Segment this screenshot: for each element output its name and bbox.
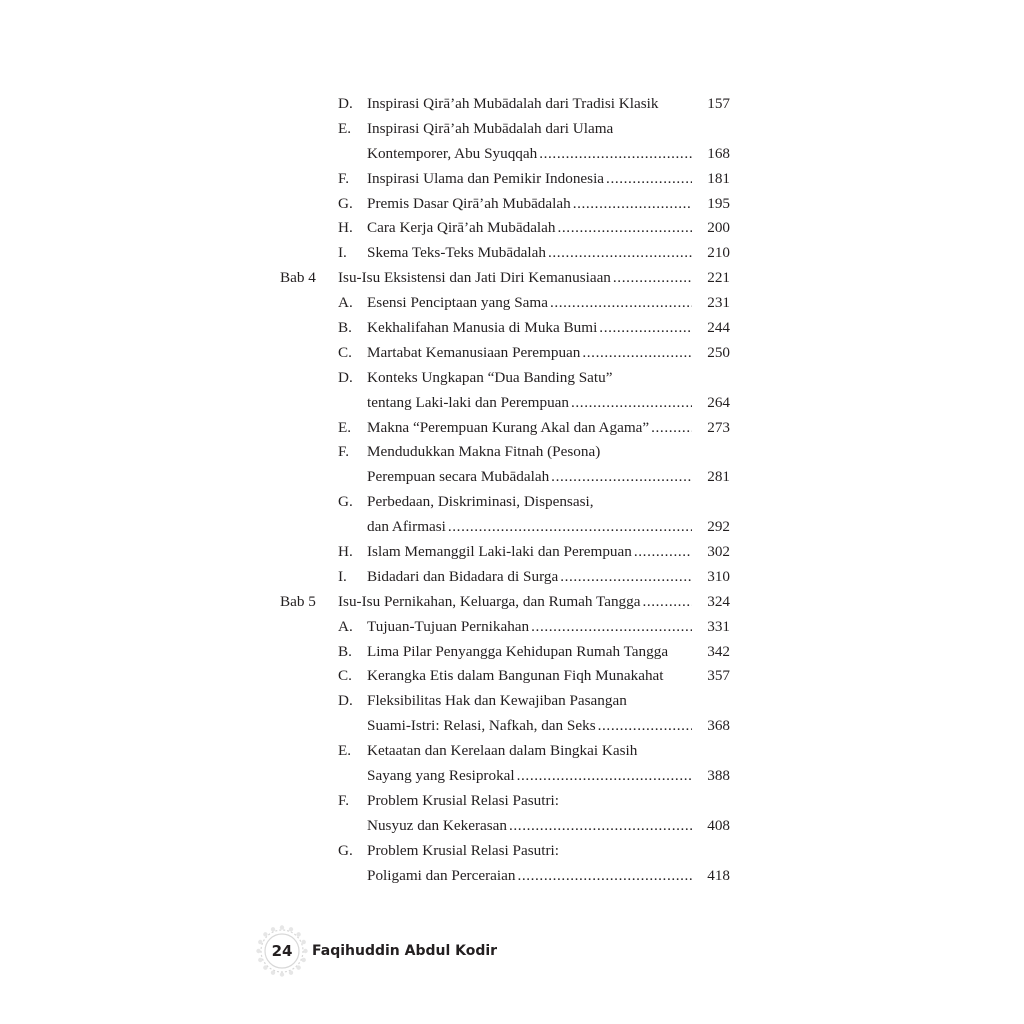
toc-page-number: 195 bbox=[707, 194, 730, 212]
toc-chapter-label: Bab 4 bbox=[280, 269, 316, 287]
toc-entry-title: Perbedaan, Diskriminasi, Dispensasi, bbox=[367, 493, 594, 511]
dot-leader bbox=[596, 714, 692, 739]
toc-entry-title-line bbox=[367, 764, 692, 789]
toc-entry-row bbox=[280, 764, 730, 789]
dot-leader bbox=[569, 391, 692, 416]
dot-leader bbox=[537, 142, 692, 167]
toc-entry-title: Kontemporer, Abu Syuqqah bbox=[367, 144, 538, 162]
page-number: 24 bbox=[271, 942, 293, 960]
toc-entry-title: Inspirasi Qirā’ah Mubādalah dari Tradisi Klasik bbox=[367, 95, 659, 112]
dot-leader bbox=[507, 814, 692, 839]
toc-chapter-label: Bab 5 bbox=[280, 592, 316, 610]
toc-entry-title-line bbox=[338, 266, 692, 291]
toc-entry-row bbox=[280, 167, 730, 192]
toc-entry-row bbox=[280, 814, 730, 839]
toc-entry-title-line bbox=[367, 291, 692, 316]
toc-entry-row bbox=[280, 92, 730, 117]
toc-entry-title-line bbox=[367, 142, 692, 167]
toc-entry-title: Tujuan-Tujuan Pernikahan bbox=[367, 617, 530, 635]
dot-leader bbox=[515, 764, 692, 789]
toc-page-number: 388 bbox=[707, 767, 730, 785]
toc-entry-title-line bbox=[367, 864, 692, 889]
toc-page-number: 210 bbox=[707, 244, 730, 262]
dot-leader bbox=[446, 515, 692, 540]
toc-entry-row bbox=[280, 117, 730, 142]
toc-entry-row bbox=[280, 640, 730, 665]
dot-leader bbox=[548, 291, 692, 316]
toc-entry-title: Cara Kerja Qirā’ah Mubādalah bbox=[367, 219, 556, 237]
toc-page-number: 342 bbox=[707, 642, 730, 660]
toc-entry-row bbox=[280, 192, 730, 217]
toc-entry-row bbox=[280, 839, 730, 864]
toc-entry-row bbox=[280, 789, 730, 814]
toc-entry-title-line bbox=[367, 366, 730, 391]
dot-leader bbox=[556, 216, 693, 241]
toc-entry-title-line bbox=[367, 241, 692, 266]
toc-entry-row bbox=[280, 440, 730, 465]
toc-entry-title: Islam Memanggil Laki-laki dan Perempuan bbox=[367, 543, 632, 561]
toc-entry-title: Lima Pilar Penyangga Kehidupan Rumah Tangga bbox=[367, 642, 669, 660]
toc-entry-title: tentang Laki-laki dan Perempuan bbox=[367, 393, 570, 411]
toc-entry-title-line bbox=[367, 316, 692, 341]
toc-entry-title-line bbox=[367, 440, 730, 465]
dot-leader bbox=[580, 341, 692, 366]
toc-page-number: 231 bbox=[707, 294, 730, 312]
toc-entry-title: Isu-Isu Pernikahan, Keluarga, dan Rumah Tangga bbox=[338, 592, 641, 610]
toc-entry-letter: E. bbox=[338, 119, 352, 137]
dot-leader bbox=[597, 316, 692, 341]
dot-leader bbox=[571, 192, 692, 217]
toc-page-number: 157 bbox=[707, 95, 730, 112]
toc-page-number: 244 bbox=[707, 319, 730, 337]
toc-page-number: 302 bbox=[707, 543, 730, 561]
toc-entry-title: Isu-Isu Eksistensi dan Jati Diri Kemanusiaan bbox=[338, 269, 611, 287]
toc-entry-letter: A. bbox=[338, 617, 353, 635]
toc-entry-letter: I. bbox=[338, 244, 347, 262]
toc-entry-title-line bbox=[367, 117, 730, 142]
toc-entry-title: Kekhalifahan Manusia di Muka Bumi bbox=[367, 319, 598, 337]
page-footer bbox=[256, 925, 497, 977]
toc-entry-letter: C. bbox=[338, 343, 352, 361]
toc-entry-title: Premis Dasar Qirā’ah Mubādalah bbox=[367, 194, 571, 212]
toc-entry-letter: G. bbox=[338, 493, 353, 511]
toc-entry-letter: G. bbox=[338, 841, 353, 859]
toc-entry-title: Nusyuz dan Kekerasan bbox=[367, 816, 508, 834]
toc-page-number: 181 bbox=[707, 169, 730, 187]
toc-entry-title-line bbox=[367, 714, 692, 739]
toc-entry-letter: C. bbox=[338, 667, 352, 685]
toc-entry-title: Problem Krusial Relasi Pasutri: bbox=[367, 841, 559, 859]
toc-entry-row bbox=[280, 416, 730, 441]
toc-entry-row bbox=[280, 241, 730, 266]
dot-leader bbox=[546, 241, 692, 266]
toc-page-number: 264 bbox=[707, 393, 730, 411]
table-of-contents bbox=[280, 92, 730, 889]
toc-entry-title: dan Afirmasi bbox=[367, 518, 446, 536]
toc-entry-row bbox=[280, 316, 730, 341]
toc-entry-title: Perempuan secara Mubādalah bbox=[367, 468, 550, 486]
toc-page-number: 250 bbox=[707, 343, 730, 361]
toc-page-number: 292 bbox=[707, 518, 730, 536]
toc-entry-title: Problem Krusial Relasi Pasutri: bbox=[367, 791, 559, 809]
toc-page-number: 221 bbox=[707, 269, 730, 287]
toc-entry-title-line bbox=[367, 216, 692, 241]
toc-entry-title: Kerangka Etis dalam Bangunan Fiqh Munakahat bbox=[367, 667, 664, 685]
toc-entry-title: Mendudukkan Makna Fitnah (Pesona) bbox=[367, 443, 601, 461]
toc-entry-row bbox=[280, 366, 730, 391]
running-footer-author: Faqihuddin Abdul Kodir bbox=[312, 943, 498, 959]
toc-page-number: 368 bbox=[707, 717, 730, 735]
toc-entry-title-line bbox=[367, 192, 692, 217]
toc-entry-letter: F. bbox=[338, 443, 350, 461]
dot-leader bbox=[604, 167, 692, 192]
toc-entry-title: Sayang yang Resiprokal bbox=[367, 767, 515, 785]
dot-leader bbox=[529, 615, 692, 640]
toc-page-number: 281 bbox=[707, 468, 730, 486]
toc-page-number: 331 bbox=[707, 617, 730, 635]
toc-entry-letter: E. bbox=[338, 418, 352, 436]
toc-entry-title: Konteks Ungkapan “Dua Banding Satu” bbox=[367, 368, 613, 386]
toc-entry-row bbox=[280, 291, 730, 316]
toc-entry-title-line bbox=[367, 789, 730, 814]
toc-entry-title-line bbox=[367, 540, 692, 565]
toc-entry-title-line bbox=[367, 689, 730, 714]
toc-page-number: 200 bbox=[707, 219, 730, 237]
toc-chapter-row bbox=[280, 266, 730, 291]
toc-page-number: 324 bbox=[707, 592, 730, 610]
toc-page-number: 310 bbox=[707, 567, 730, 585]
toc-entry-row bbox=[280, 540, 730, 565]
toc-entry-title: Suami-Istri: Relasi, Nafkah, dan Seks bbox=[367, 717, 596, 735]
toc-entry-title-line bbox=[367, 465, 692, 490]
toc-entry-row bbox=[280, 714, 730, 739]
toc-entry-title-line bbox=[338, 590, 692, 615]
toc-entry-letter: A. bbox=[338, 294, 353, 312]
toc-entry-title-line bbox=[367, 92, 730, 117]
toc-entry-letter: E. bbox=[338, 742, 352, 760]
toc-entry-row bbox=[280, 142, 730, 167]
toc-entry-row bbox=[280, 216, 730, 241]
toc-entry-letter: D. bbox=[338, 368, 353, 386]
toc-entry-row bbox=[280, 515, 730, 540]
toc-entry-letter: F. bbox=[338, 169, 350, 187]
toc-entry-title: Makna “Perempuan Kurang Akal dan Agama” bbox=[367, 418, 650, 436]
toc-entry-row bbox=[280, 565, 730, 590]
toc-entry-row bbox=[280, 341, 730, 366]
toc-entry-letter: I. bbox=[338, 567, 347, 585]
toc-entry-row bbox=[280, 615, 730, 640]
dot-leader bbox=[611, 266, 692, 291]
toc-page-number: 418 bbox=[707, 866, 730, 884]
toc-entry-title-line bbox=[367, 739, 730, 764]
toc-entry-title-line bbox=[367, 416, 692, 441]
toc-entry-letter: H. bbox=[338, 219, 353, 237]
dot-leader bbox=[649, 416, 692, 441]
toc-entry-title-line bbox=[367, 341, 692, 366]
toc-entry-title: Esensi Penciptaan yang Sama bbox=[367, 294, 548, 312]
toc-entry-title: Fleksibilitas Hak dan Kewajiban Pasangan bbox=[367, 692, 627, 710]
toc-entry-title-line bbox=[367, 490, 730, 515]
toc-entry-title-line bbox=[367, 615, 692, 640]
toc-entry-letter: D. bbox=[338, 95, 353, 112]
toc-entry-row bbox=[280, 490, 730, 515]
toc-entry-title-line bbox=[367, 640, 730, 665]
dot-leader bbox=[558, 565, 692, 590]
toc-entry-title: Inspirasi Ulama dan Pemikir Indonesia bbox=[367, 169, 605, 187]
toc-page-number: 273 bbox=[707, 418, 730, 436]
toc-entry-row bbox=[280, 864, 730, 889]
toc-entry-row bbox=[280, 391, 730, 416]
toc-entry-row bbox=[280, 465, 730, 490]
toc-entry-title-line bbox=[367, 814, 692, 839]
toc-entry-title-line bbox=[367, 839, 730, 864]
toc-entry-title-line bbox=[367, 167, 692, 192]
toc-page-number: 168 bbox=[707, 144, 730, 162]
toc-page-number: 357 bbox=[707, 667, 730, 685]
toc-entry-title: Inspirasi Qirā’ah Mubādalah dari Ulama bbox=[367, 119, 614, 137]
toc-entry-letter: D. bbox=[338, 692, 353, 710]
toc-entry-title: Bidadari dan Bidadara di Surga bbox=[367, 567, 559, 585]
toc-entry-letter: B. bbox=[338, 642, 352, 660]
dot-leader bbox=[632, 540, 692, 565]
toc-entry-title-line bbox=[367, 391, 692, 416]
toc-entry-title: Skema Teks-Teks Mubādalah bbox=[367, 244, 546, 262]
toc-page-number: 408 bbox=[707, 816, 730, 834]
toc-entry-letter: B. bbox=[338, 319, 352, 337]
toc-entry-title: Martabat Kemanusiaan Perempuan bbox=[367, 343, 581, 361]
toc-entry-letter: G. bbox=[338, 194, 353, 212]
toc-entry-title-line bbox=[367, 515, 692, 540]
toc-entry-row bbox=[280, 739, 730, 764]
toc-entry-letter: F. bbox=[338, 791, 350, 809]
page-number-ornament bbox=[256, 925, 308, 977]
toc-chapter-row bbox=[280, 590, 730, 615]
toc-entry-title-line bbox=[367, 565, 692, 590]
dot-leader bbox=[549, 465, 692, 490]
toc-entry-row bbox=[280, 689, 730, 714]
toc-entry-letter: H. bbox=[338, 543, 353, 561]
dot-leader bbox=[640, 590, 692, 615]
toc-entry-title: Poligami dan Perceraian bbox=[367, 866, 516, 884]
toc-entry-title-line bbox=[367, 664, 730, 689]
toc-entry-row bbox=[280, 664, 730, 689]
dot-leader bbox=[515, 864, 692, 889]
toc-entry-title: Ketaatan dan Kerelaan dalam Bingkai Kasih bbox=[367, 742, 638, 760]
